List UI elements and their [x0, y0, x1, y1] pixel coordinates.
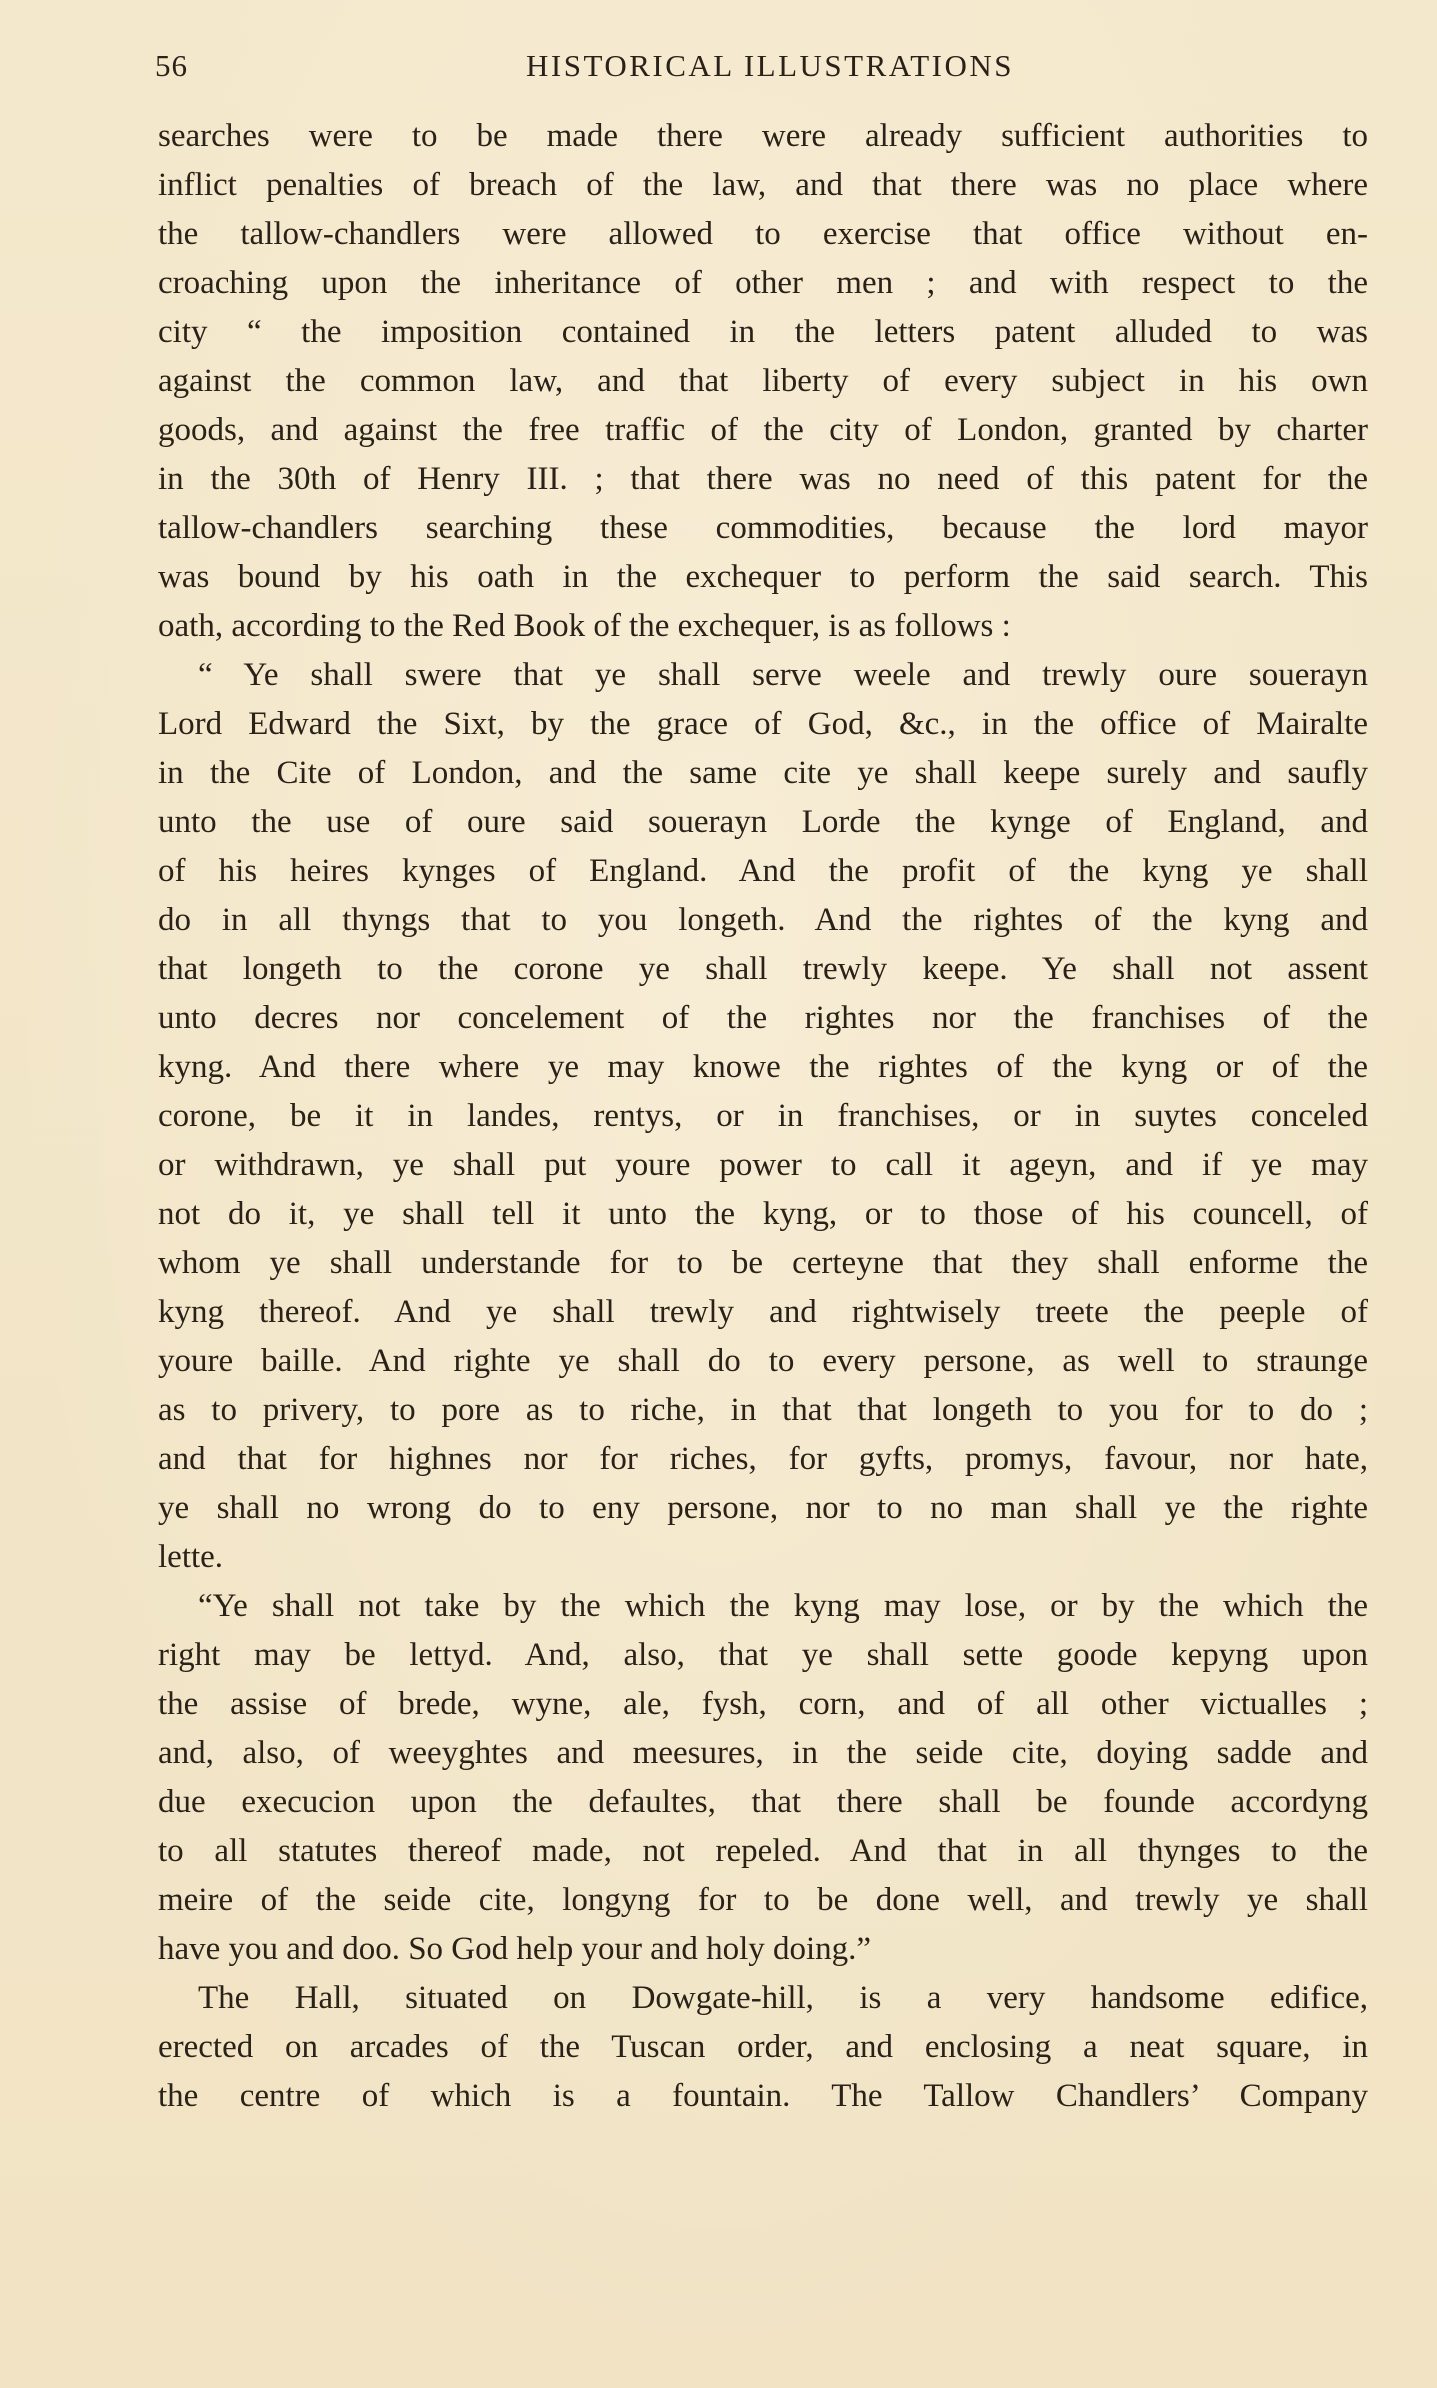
text-line: tallow-chandlers searching these commodities, because the lord mayor — [158, 510, 1368, 546]
text-line: lette. — [158, 1539, 224, 1575]
text-line: as to privery, to pore as to riche, in that that longeth to you for to do ; — [158, 1392, 1368, 1428]
text-line: have you and doo. So God help your and holy doing.” — [158, 1931, 872, 1967]
text-line: unto decres nor concelement of the rightes nor the franchises of the — [158, 1000, 1368, 1036]
text-line: “Ye shall not take by the which the kyng may lose, or by the which the — [198, 1588, 1368, 1624]
text-line: city “ the imposition contained in the letters patent alluded to was — [158, 314, 1368, 350]
text-line: in the 30th of Henry III. ; that there was no need of this patent for the — [158, 461, 1368, 497]
text-line: the assise of brede, wyne, ale, fysh, corn, and of all other victualles ; — [158, 1686, 1368, 1722]
text-line: that longeth to the corone ye shall trewly keepe. Ye shall not assent — [158, 951, 1368, 987]
text-line: or withdrawn, ye shall put youre power to call it ageyn, and if ye may — [158, 1147, 1368, 1183]
text-line: right may be lettyd. And, also, that ye shall sette goode kepyng upon — [158, 1637, 1368, 1673]
text-line: kyng. And there where ye may knowe the rightes of the kyng or of the — [158, 1049, 1368, 1085]
page-number: 56 — [155, 48, 188, 83]
text-line: “ Ye shall swere that ye shall serve weele and trewly oure souerayn — [198, 657, 1368, 693]
text-line: and that for highnes nor for riches, for gyfts, promys, favour, nor hate, — [158, 1441, 1368, 1477]
text-line: do in all thyngs that to you longeth. And the rightes of the kyng and — [158, 902, 1368, 938]
text-line: inflict penalties of breach of the law, and that there was no place where — [158, 167, 1368, 203]
text-line: to all statutes thereof made, not repeled. And that in all thynges to the — [158, 1833, 1368, 1869]
text-line: and, also, of weeyghtes and meesures, in the seide cite, doying sadde and — [158, 1735, 1368, 1771]
text-line: kyng thereof. And ye shall trewly and rightwisely treete the peeple of — [158, 1294, 1368, 1330]
text-line: the tallow-chandlers were allowed to exercise that office without en- — [158, 216, 1368, 252]
text-line: The Hall, situated on Dowgate-hill, is a very handsome edifice, — [198, 1980, 1368, 2016]
text-line: not do it, ye shall tell it unto the kyng, or to those of his councell, of — [158, 1196, 1368, 1232]
text-line: searches were to be made there were already sufficient authorities to — [158, 118, 1368, 154]
text-line: goods, and against the free traffic of the city of London, granted by charter — [158, 412, 1368, 448]
text-line: croaching upon the inheritance of other men ; and with respect to the — [158, 265, 1368, 301]
body-text — [158, 112, 1368, 2121]
text-line: against the common law, and that liberty of every subject in his own — [158, 363, 1368, 399]
text-line: youre baille. And righte ye shall do to every persone, as well to straunge — [158, 1343, 1368, 1379]
text-line: ye shall no wrong do to eny persone, nor to no man shall ye the righte — [158, 1490, 1368, 1526]
text-line: Lord Edward the Sixt, by the grace of God, &c., in the office of Mairalte — [158, 706, 1368, 742]
text-line: the centre of which is a fountain. The Tallow Chandlers’ Company — [158, 2078, 1368, 2114]
text-line: corone, be it in landes, rentys, or in franchises, or in suytes conceled — [158, 1098, 1368, 1134]
text-line: whom ye shall understande for to be certeyne that they shall enforme the — [158, 1245, 1368, 1281]
text-line: in the Cite of London, and the same cite ye shall keepe surely and saufly — [158, 755, 1368, 791]
text-line: was bound by his oath in the exchequer to perform the said search. This — [158, 559, 1368, 595]
text-line: meire of the seide cite, longyng for to be done well, and trewly ye shall — [158, 1882, 1368, 1918]
text-line: due execucion upon the defaultes, that there shall be founde accordyng — [158, 1784, 1368, 1820]
text-line: erected on arcades of the Tuscan order, and enclosing a neat square, in — [158, 2029, 1368, 2065]
text-line: oath, according to the Red Book of the exchequer, is as follows : — [158, 608, 1011, 644]
text-line: unto the use of oure said souerayn Lorde the kynge of England, and — [158, 804, 1368, 840]
running-title: HISTORICAL ILLUSTRATIONS — [526, 48, 1014, 83]
running-head — [155, 48, 1370, 96]
text-line: of his heires kynges of England. And the profit of the kyng ye shall — [158, 853, 1368, 889]
